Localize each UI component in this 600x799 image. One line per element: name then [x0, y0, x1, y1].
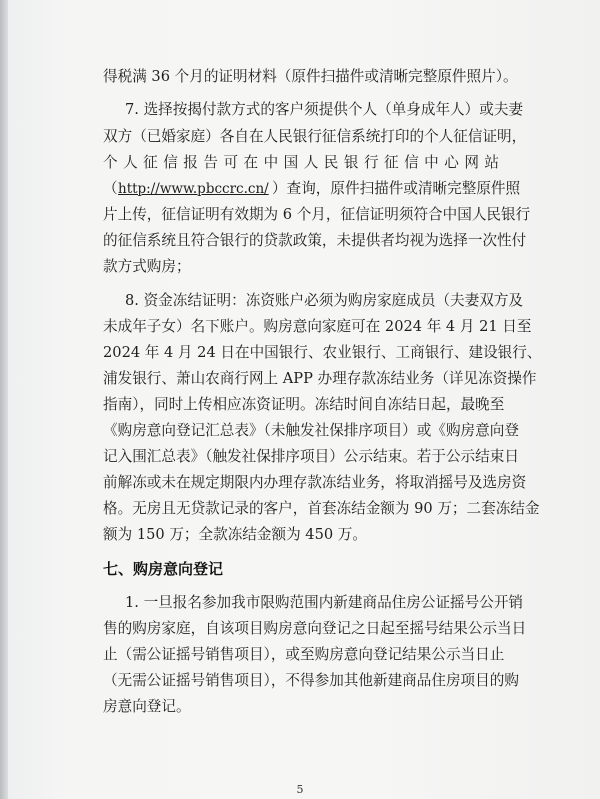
text-line: 止（需公证摇号销售项目），或至购房意向登记结果公示当日止	[103, 646, 505, 663]
text-line: 1. 一旦报名参加我市限购范围内新建商品住房公证摇号公开销	[125, 594, 524, 611]
text-line: 个人征信报告可在中国人民银行征信中心网站	[103, 154, 500, 171]
text-line: 未成年子女）名下账户。购房意向家庭可在 2024 年 4 月 21 日至	[103, 318, 532, 335]
text-line: 7. 选择按揭付款方式的客户须提供个人（单身成年人）或夫妻	[125, 101, 524, 118]
pbccrc-link[interactable]: http://www.pbccrc.cn/	[118, 181, 269, 197]
text-line: 浦发银行、萧山农商行网上 APP 办理存款冻结业务（详见冻资操作	[103, 370, 537, 387]
text-line: 指南），同时上传相应冻资证明。冻结时间自冻结日起，最晚至	[103, 396, 505, 413]
text-line: 得税满 36 个月的证明材料（原件扫描件或清晰完整原件照片）。	[103, 68, 518, 85]
text-line: 前解冻或未在规定期限内办理存款冻结业务，将取消摇号及选房资	[103, 474, 527, 491]
text-line: 款方式购房；	[103, 258, 191, 275]
url-line-rest: ）查询，原件扫描件或清晰完整原件照	[272, 180, 521, 197]
text-line: 格。无房且无贷款记录的客户，首套冻结金额为 90 万；二套冻结金	[103, 500, 540, 517]
text-line: 双方（已婚家庭）各自在人民银行征信系统打印的个人征信证明，	[103, 128, 527, 145]
text-line: 2024 年 4 月 24 日在中国银行、农业银行、工商银行、建设银行、	[103, 344, 542, 361]
text-line: 记入围汇总表》（触发社保排序项目）公示结束。若于公示结束日	[103, 448, 519, 465]
text-line: 额为 150 万；全款冻结金额为 450 万。	[103, 526, 367, 543]
text-line: 片上传，征信证明有效期为 6 个月，征信证明须符合中国人民银行	[103, 206, 531, 223]
text-line: 售的购房家庭，自该项目购房意向登记之日起至摇号结果公示当日	[103, 620, 527, 637]
text-line: 《购房意向登记汇总表》（未触发社保排序项目）或《购房意向登	[103, 422, 519, 439]
paren-open: （	[103, 180, 118, 197]
page-number: 5	[296, 783, 304, 796]
text-line: 房意向登记。	[103, 698, 191, 715]
text-line: 的征信系统且符合银行的贷款政策，未提供者均视为选择一次性付	[103, 232, 527, 249]
text-line: （无需公证摇号销售项目），不得参加其他新建商品住房项目的购	[103, 672, 519, 689]
text-line: 8. 资金冻结证明：冻资账户必须为购房家庭成员（夫妻双方及	[125, 292, 524, 309]
section-heading: 七、购房意向登记	[103, 560, 224, 578]
